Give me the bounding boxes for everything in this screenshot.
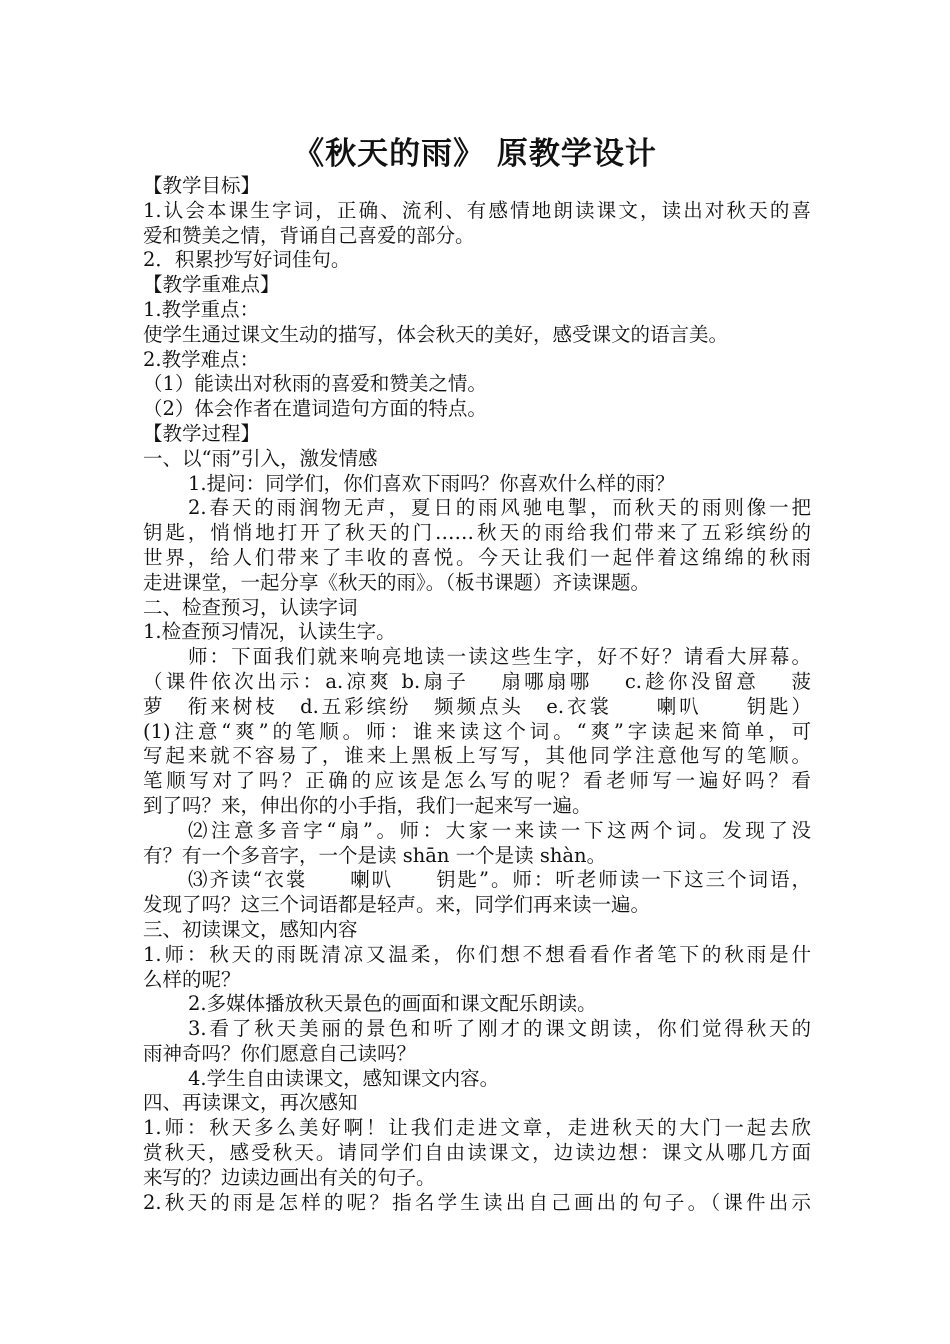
text-line: （课件依次出示：a.凉爽 b.扇子 扇哪扇哪 c.趁你没留意 菠 <box>143 669 811 693</box>
document-body <box>143 174 811 1215</box>
text-line: 【教学目标】 <box>143 174 261 197</box>
text-line: 一、以“雨”引入，激发情感 <box>143 446 378 470</box>
text-line: 4.学生自由读课文，感知课文内容。 <box>188 1066 500 1090</box>
text-line: 2.春天的雨润物无声，夏日的雨风驰电掣，而秋天的雨则像一把 <box>188 496 811 520</box>
text-line: 1.师：秋天多么美好啊！让我们走进文章，走进秋天的大门一起去欣 <box>143 1116 811 1140</box>
text-line: 萝 衔来树枝 d.五彩缤纷 频频点头 e.衣裳 喇叭 钥匙） <box>143 694 811 718</box>
text-line: 么样的呢？ <box>143 967 241 991</box>
text-line: 雨神奇吗？你们愿意自己读吗？ <box>143 1041 417 1065</box>
text-line: 【教学过程】 <box>143 421 261 445</box>
text-line: 到了吗？来，伸出你的小手指，我们一起来写一遍。 <box>143 793 592 817</box>
text-line: 使学生通过课文生动的描写，体会秋天的美好，感受课文的语言美。 <box>143 322 729 346</box>
text-line: 三、初读课文，感知内容 <box>143 917 358 941</box>
text-line: 1.提问：同学们，你们喜欢下雨吗？你喜欢什么样的雨？ <box>188 471 675 495</box>
text-line: 世界，给人们带来了丰收的喜悦。今天让我们一起伴着这绵绵的秋雨 <box>143 545 811 569</box>
text-line: 有？有一个多音字，一个是读 shān 一个是读 shàn。 <box>143 843 607 867</box>
text-line: 走进课堂，一起分享《秋天的雨》。（板书课题）齐读课题。 <box>143 570 651 594</box>
text-line: 2．积累抄写好词佳句。 <box>143 248 351 272</box>
text-line: 师：下面我们就来响亮地读一读这些生字，好不好？请看大屏幕。 <box>188 645 811 669</box>
document-title: 《秋天的雨》 原教学设计 <box>293 136 657 172</box>
text-line: 写起来就不容易了，谁来上黑板上写写，其他同学注意他写的笔顺。 <box>143 744 811 768</box>
text-line: 1.认会本课生字词，正确、流利、有感情地朗读课文，读出对秋天的喜 <box>143 198 811 222</box>
text-line: 1.教学重点： <box>143 297 260 321</box>
text-line: 2.多媒体播放秋天景色的画面和课文配乐朗读。 <box>188 992 597 1016</box>
text-line: 赏秋天，感受秋天。请同学们自由读课文，边读边想：课文从哪几方面 <box>143 1141 811 1165</box>
text-line: 来写的？边读边画出有关的句子。 <box>143 1165 436 1189</box>
text-line: 1.师：秋天的雨既清凉又温柔，你们想不想看看作者笔下的秋雨是什 <box>143 942 811 966</box>
text-line: 2.秋天的雨是怎样的呢？指名学生读出自己画出的句子。（课件出示 <box>143 1190 811 1214</box>
text-line: 3.看了秋天美丽的景色和听了刚才的课文朗读，你们觉得秋天的 <box>188 1017 811 1041</box>
text-line: （1）能读出对秋雨的喜爱和赞美之情。 <box>143 372 487 396</box>
text-line: 四、再读课文，再次感知 <box>143 1091 358 1115</box>
text-line: 【教学重难点】 <box>143 273 280 297</box>
text-line: 2.教学难点： <box>143 347 260 371</box>
text-line: 1.检查预习情况，认读生字。 <box>143 620 396 644</box>
text-line: 笔顺写对了吗？正确的应该是怎么写的呢？看老师写一遍好吗？看 <box>143 769 811 793</box>
text-line: 二、检查预习，认读字词 <box>143 595 358 619</box>
text-line: （2）体会作者在遣词造句方面的特点。 <box>143 397 487 421</box>
text-line: 爱和赞美之情，背诵自己喜爱的部分。 <box>143 223 475 247</box>
text-line: ⑶齐读“衣裳 喇叭 钥匙”。师：听老师读一下这三个词语， <box>188 868 811 892</box>
text-line: ⑵注意多音字“扇”。师：大家一来读一下这两个词。发现了没 <box>188 818 811 842</box>
text-line: 钥匙，悄悄地打开了秋天的门……秋天的雨给我们带来了五彩缤纷的 <box>143 521 811 545</box>
text-line: 发现了吗？这三个词语都是轻声。来，同学们再来读一遍。 <box>143 893 651 917</box>
text-line: (1)注意“爽”的笔顺。师：谁来读这个词。“爽”字读起来简单，可 <box>143 719 811 743</box>
